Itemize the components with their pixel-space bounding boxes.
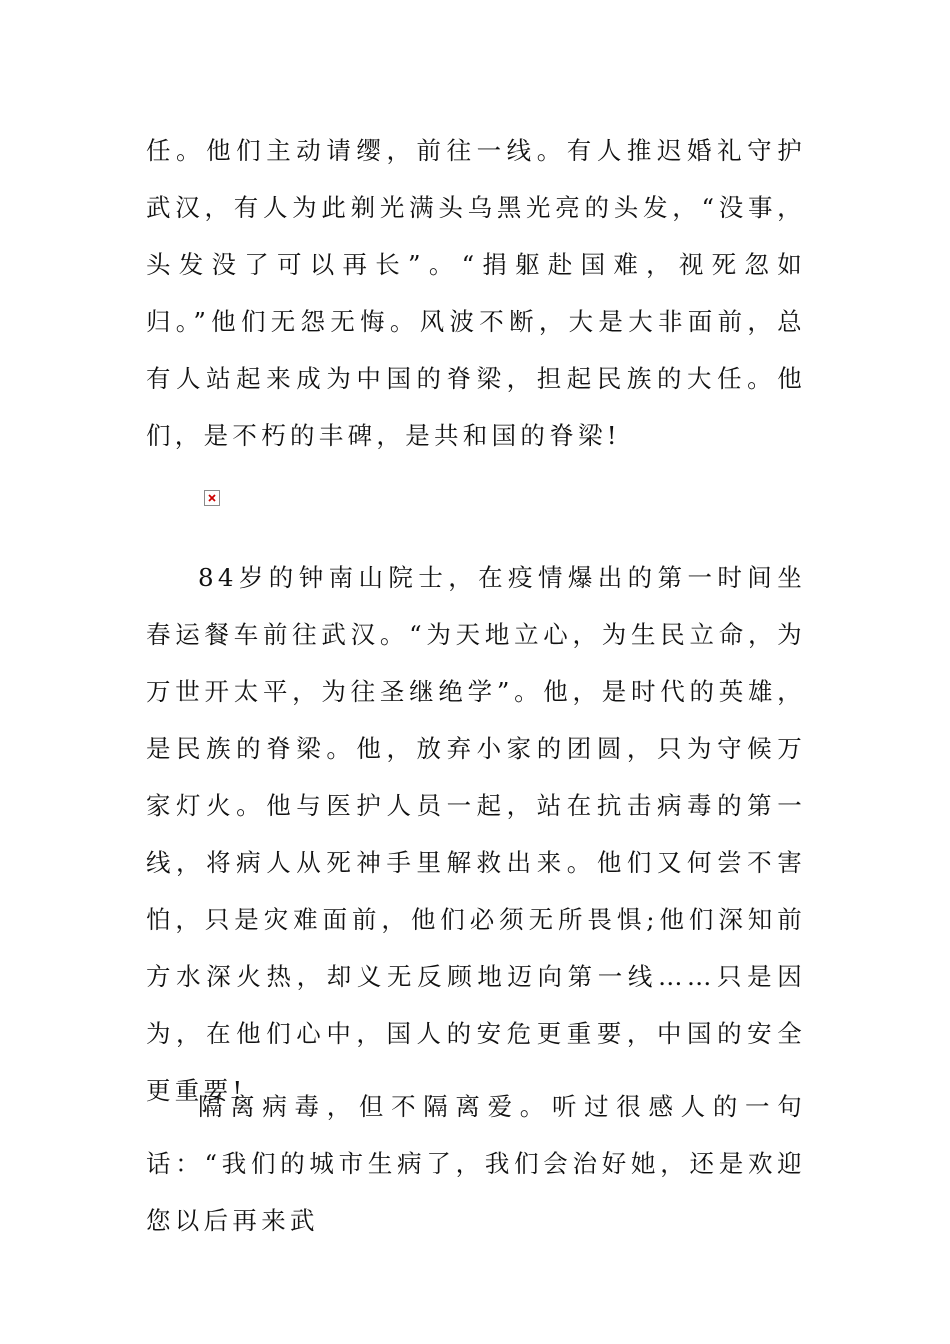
- paragraph-1: 任。他们主动请缨，前往一线。有人推迟婚礼守护武汉，有人为此剃光满头乌黑光亮的头发，“没事，头发没了可以再长”。“捐躯赴国难，视死忽如归。”他们无怨无悔。风波不断，大是大非面前，总有人站起来成为中国的脊梁，担起民族的大任。他们，是不朽的丰碑，是共和国的脊梁!: [146, 136, 806, 450]
- broken-image-icon: [204, 490, 220, 506]
- paragraph-3: 隔离病毒，但不隔离爱。听过很感人的一句话：“我们的城市生病了，我们会治好她，还是欢迎您以后再来武: [146, 1092, 806, 1235]
- red-x-icon: [208, 494, 216, 502]
- paragraph-2: 84岁的钟南山院士，在疫情爆出的第一时间坐春运餐车前往武汉。“为天地立心，为生民立命，为万世开太平，为往圣继绝学”。他，是时代的英雄，是民族的脊梁。他，放弃小家的团圆，只为守候万家灯火。他与医护人员一起，站在抗击病毒的第一线，将病人从死神手里解救出来。他们又何尝不害怕，只是灾难面前，他们必须无所畏惧;他们深知前方水深火热，却义无反顾地迈向第一线……只是因为，在他们心中，国人的安危更重要，中国的安全更重要!: [146, 563, 806, 1105]
